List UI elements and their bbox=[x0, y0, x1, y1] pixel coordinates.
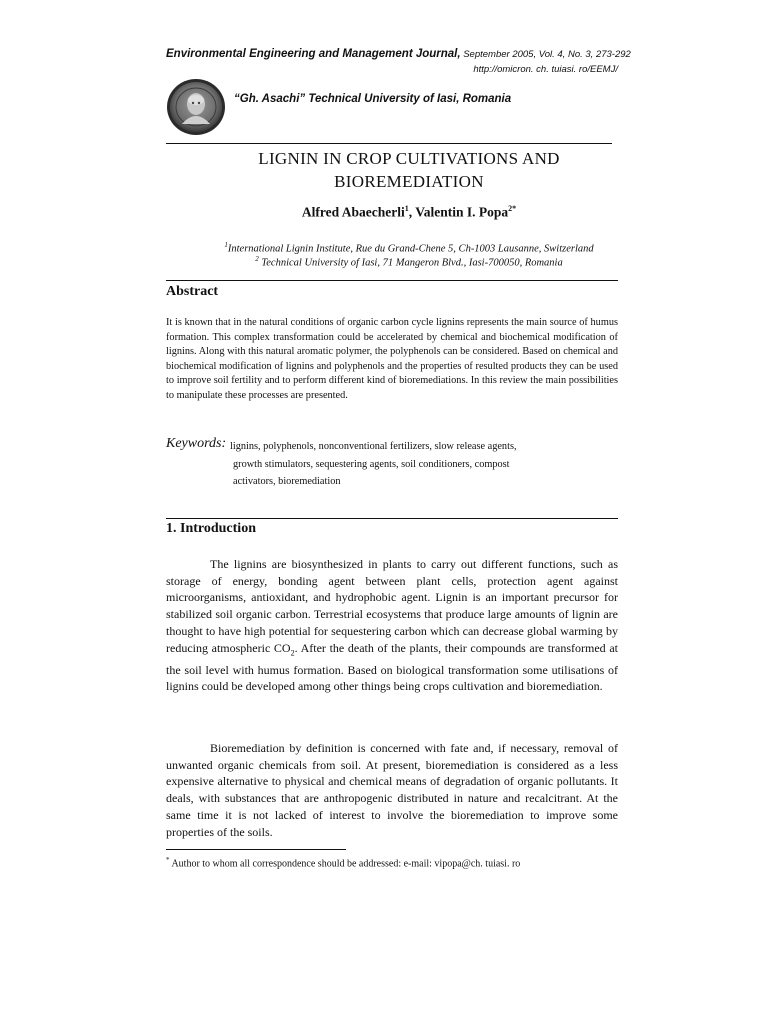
introduction-divider bbox=[166, 518, 618, 519]
title-line-2: BIOREMEDIATION bbox=[334, 172, 484, 191]
abstract-divider bbox=[166, 280, 618, 281]
para2-text: Bioremediation by definition is concerned with fate and, if necessary, removal of unwanted organic chemicals from soil. At present, bioremediation is considered as a less expensive alternative to physical and chemical means of degradation of organic pollutants. It deals, with substances that are anthropogenic distributed in nature and recalcitrant. At the same time it is not lacked of interest to involve the bioremediation to improve some properties of the soils. bbox=[166, 741, 618, 839]
authors bbox=[166, 204, 652, 221]
keywords-list bbox=[230, 438, 620, 491]
journal-volume: September 2005, Vol. 4, No. 3, 273-292 bbox=[460, 49, 631, 60]
title-line-1: LIGNIN IN CROP CULTIVATIONS AND bbox=[258, 149, 560, 168]
journal-name: Environmental Engineering and Management Journal, bbox=[166, 48, 461, 60]
author-2: Valentin I. Popa bbox=[415, 204, 509, 220]
author-2-sup: 2* bbox=[508, 204, 517, 213]
affiliation-2-text: Technical University of Iasi, 71 Mangeron Blvd., Iasi-700050, Romania bbox=[258, 257, 563, 269]
university-seal-icon bbox=[166, 78, 226, 136]
journal-citation bbox=[166, 48, 631, 60]
para1-part-b: . After the death of the plants, their compounds are transformed at the soil level with humus formation. Based on biological transformation some utilisations of lignins could be developed among other things being crops cultivation and bioremediation. bbox=[166, 640, 618, 694]
keywords-label-text: Keywords bbox=[166, 436, 222, 451]
abstract-text: It is known that in the natural conditions of organic carbon cycle lignins represents the main source of humus formation. This complex transformation could be accelerated by chemical and biochemical modification of lignins. Along with this natural aromatic polymer, the polyphenols can be considered. Based on chemical and biochemical modification of lignins and polyphenols and the properties of resulted products they can be used to improve soil fertility and to perform different kind of bioremediations. In this review the main possibilities to manipulate these processes are presented. bbox=[166, 317, 618, 401]
affiliation-2 bbox=[166, 252, 652, 271]
footnote-mark: * bbox=[166, 856, 170, 864]
keywords-line-2: growth stimulators, sequestering agents, soil conditioners, compost bbox=[233, 458, 510, 470]
abstract-heading: Abstract bbox=[166, 284, 219, 299]
keywords-colon: : bbox=[221, 436, 227, 451]
author-separator: , bbox=[408, 204, 416, 220]
header-divider bbox=[166, 143, 612, 144]
journal-url: http://omicron. ch. tuiasi. ro/EEMJ/ bbox=[473, 64, 618, 75]
introduction-paragraph-2 bbox=[166, 740, 618, 840]
keywords-line-1: lignins, polyphenols, nonconventional fertilizers, slow release agents, bbox=[230, 441, 517, 452]
introduction-paragraph-1 bbox=[166, 556, 618, 695]
affiliation-2-num: 2 bbox=[255, 255, 259, 263]
para1-part-a: The lignins are biosynthesized in plants to carry out different functions, such as storage of energy, bonding agent between plant cells, protection agent against microorganisms, antioxidant, and hydrophobic agent. Lignin is an important precursor for stabilized soil organic carbon. Terrestrial ecosystems that produce large amounts of lignin are thought to have high potential for sequestering carbon which can decrease global warming by reducing atmospheric CO bbox=[166, 557, 618, 655]
university-name: “Gh. Asachi” Technical University of Iasi, Romania bbox=[234, 93, 512, 105]
author-1: Alfred Abaecherli bbox=[301, 204, 405, 220]
introduction-heading: 1. Introduction bbox=[166, 521, 256, 536]
footnote-text: Author to whom all correspondence should be addressed: e-mail: vipopa@ch. tuiasi. ro bbox=[169, 858, 521, 870]
affiliation-1-text: International Lignin Institute, Rue du Grand-Chene 5, Ch-1003 Lausanne, Switzerland bbox=[227, 243, 594, 255]
author-1-sup: 1 bbox=[404, 204, 409, 213]
footnote-divider bbox=[166, 849, 346, 850]
affiliation-1-num: 1 bbox=[224, 241, 228, 249]
co2-subscript: 2 bbox=[290, 647, 295, 657]
keywords-line-3: activators, bioremediation bbox=[233, 476, 341, 487]
keywords-label bbox=[166, 436, 226, 452]
footnote bbox=[166, 856, 520, 869]
paper-title bbox=[166, 147, 652, 193]
